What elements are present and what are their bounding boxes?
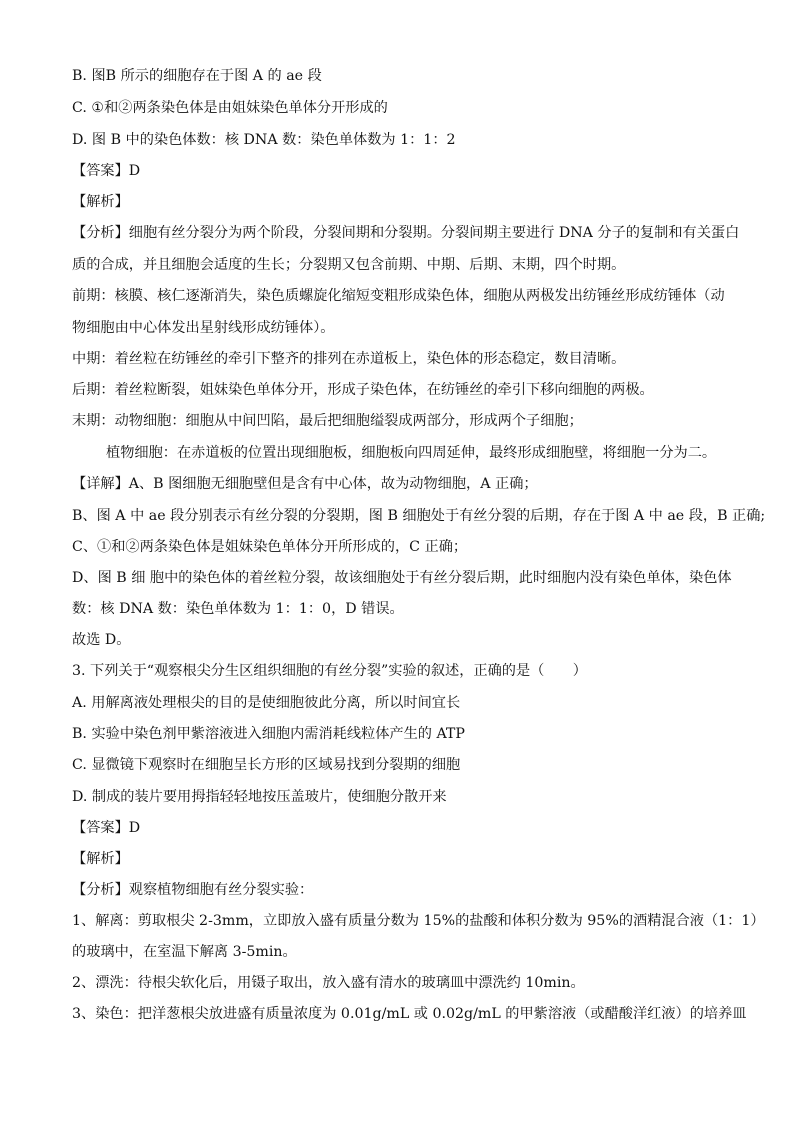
prophase-line-2: 物细胞由中心体发出星射线形成纺锤体）。 bbox=[72, 320, 335, 336]
q3-fenxi-line: 【分析】观察植物细胞有丝分裂实验： bbox=[72, 882, 314, 898]
step-1-line-1: 1、解离：剪取根尖 2-3mm，立即放入盛有质量分数为 15%的盐酸和体积分数为 95%的酒精混合液（1：1） bbox=[72, 913, 765, 929]
detail-line-c: C、①和②两条染色体是姐妹染色单体分开所形成的，C 正确； bbox=[72, 539, 468, 555]
option-c-line: C. ①和②两条染色体是由姐妹染色单体分开形成的 bbox=[72, 100, 388, 116]
fenxi-line-2: 质的合成，并且细胞会适度的生长；分裂期又包含前期、中期、后期、末期，四个时期。 bbox=[72, 257, 626, 273]
q3-option-a: A. 用解离液处理根尖的目的是使细胞彼此分离，所以时间宜长 bbox=[72, 695, 461, 711]
q3-option-d: D. 制成的装片要用拇指轻轻地按压盖玻片，使细胞分散开来 bbox=[72, 789, 447, 805]
question-3-stem: 3. 下列关于“观察根尖分生区组织细胞的有丝分裂”实验的叙述，正确的是（ ） bbox=[72, 663, 587, 679]
detail-line-b: B、图 A 中 ae 段分别表示有丝分裂的分裂期，图 B 细胞处于有丝分裂的后期，存在于图 A 中 ae 段，B 正确; bbox=[72, 508, 766, 524]
detail-line-d-1: D、图 B 细 胞中的染色体的着丝粒分裂，故该细胞处于有丝分裂后期，此时细胞内没有染色单体，染色体 bbox=[72, 570, 732, 586]
fenxi-line-1: 【分析】细胞有丝分裂分为两个阶段，分裂间期和分裂期。分裂间期主要进行 DNA 分子的复制和有关蛋白 bbox=[72, 225, 740, 241]
telophase-plant-line: 植物细胞：在赤道板的位置出现细胞板，细胞板向四周延伸，最终形成细胞壁，将细胞一分为二。 bbox=[106, 445, 717, 461]
conclusion-line: 故选 D。 bbox=[72, 632, 131, 648]
telophase-animal-line: 末期：动物细胞：细胞从中间凹陷，最后把细胞缢裂成两部分，形成两个子细胞； bbox=[72, 413, 583, 429]
step-2-line: 2、漂洗：待根尖软化后，用镊子取出，放入盛有清水的玻璃皿中漂洗约 10min。 bbox=[72, 975, 585, 991]
prophase-line-1: 前期：核膜、核仁逐渐消失，染色质螺旋化缩短变粗形成染色体，细胞从两极发出纺锤丝形成纺锤体（动 bbox=[72, 288, 725, 304]
step-1-line-2: 的玻璃中，在室温下解离 3-5min。 bbox=[72, 944, 297, 960]
q3-option-b: B. 实验中染色剂甲紫溶液进入细胞内需消耗线粒体产生的 ATP bbox=[72, 726, 465, 742]
analysis-heading: 【解析】 bbox=[72, 194, 129, 210]
q3-answer-line: 【答案】D bbox=[72, 820, 141, 836]
detail-line-d-2: 数：核 DNA 数：染色单体数为 1：1：0，D 错误。 bbox=[72, 601, 404, 617]
detail-line-a: 【详解】A、B 图细胞无细胞壁但是含有中心体，故为动物细胞，A 正确； bbox=[72, 476, 538, 492]
answer-line: 【答案】D bbox=[72, 163, 141, 179]
option-d-line: D. 图 B 中的染色体数：核 DNA 数：染色单体数为 1：1：2 bbox=[72, 132, 456, 148]
metaphase-line: 中期：着丝粒在纺锤丝的牵引下整齐的排列在赤道板上，染色体的形态稳定，数目清晰。 bbox=[72, 351, 626, 367]
step-3-line: 3、染色：把洋葱根尖放进盛有质量浓度为 0.01g/mL 或 0.02g/mL 的甲紫溶液（或醋酸洋红液）的培养皿 bbox=[72, 1006, 747, 1022]
q3-option-c: C. 显微镜下观察时在细胞呈长方形的区域易找到分裂期的细胞 bbox=[72, 757, 461, 773]
option-b-line: B. 图B 所示的细胞存在于图 A 的 ae 段 bbox=[72, 68, 322, 84]
anaphase-line: 后期：着丝粒断裂，姐妹染色单体分开，形成子染色体，在纺锤丝的牵引下移向细胞的两极。 bbox=[72, 382, 654, 398]
q3-analysis-heading: 【解析】 bbox=[72, 851, 129, 867]
